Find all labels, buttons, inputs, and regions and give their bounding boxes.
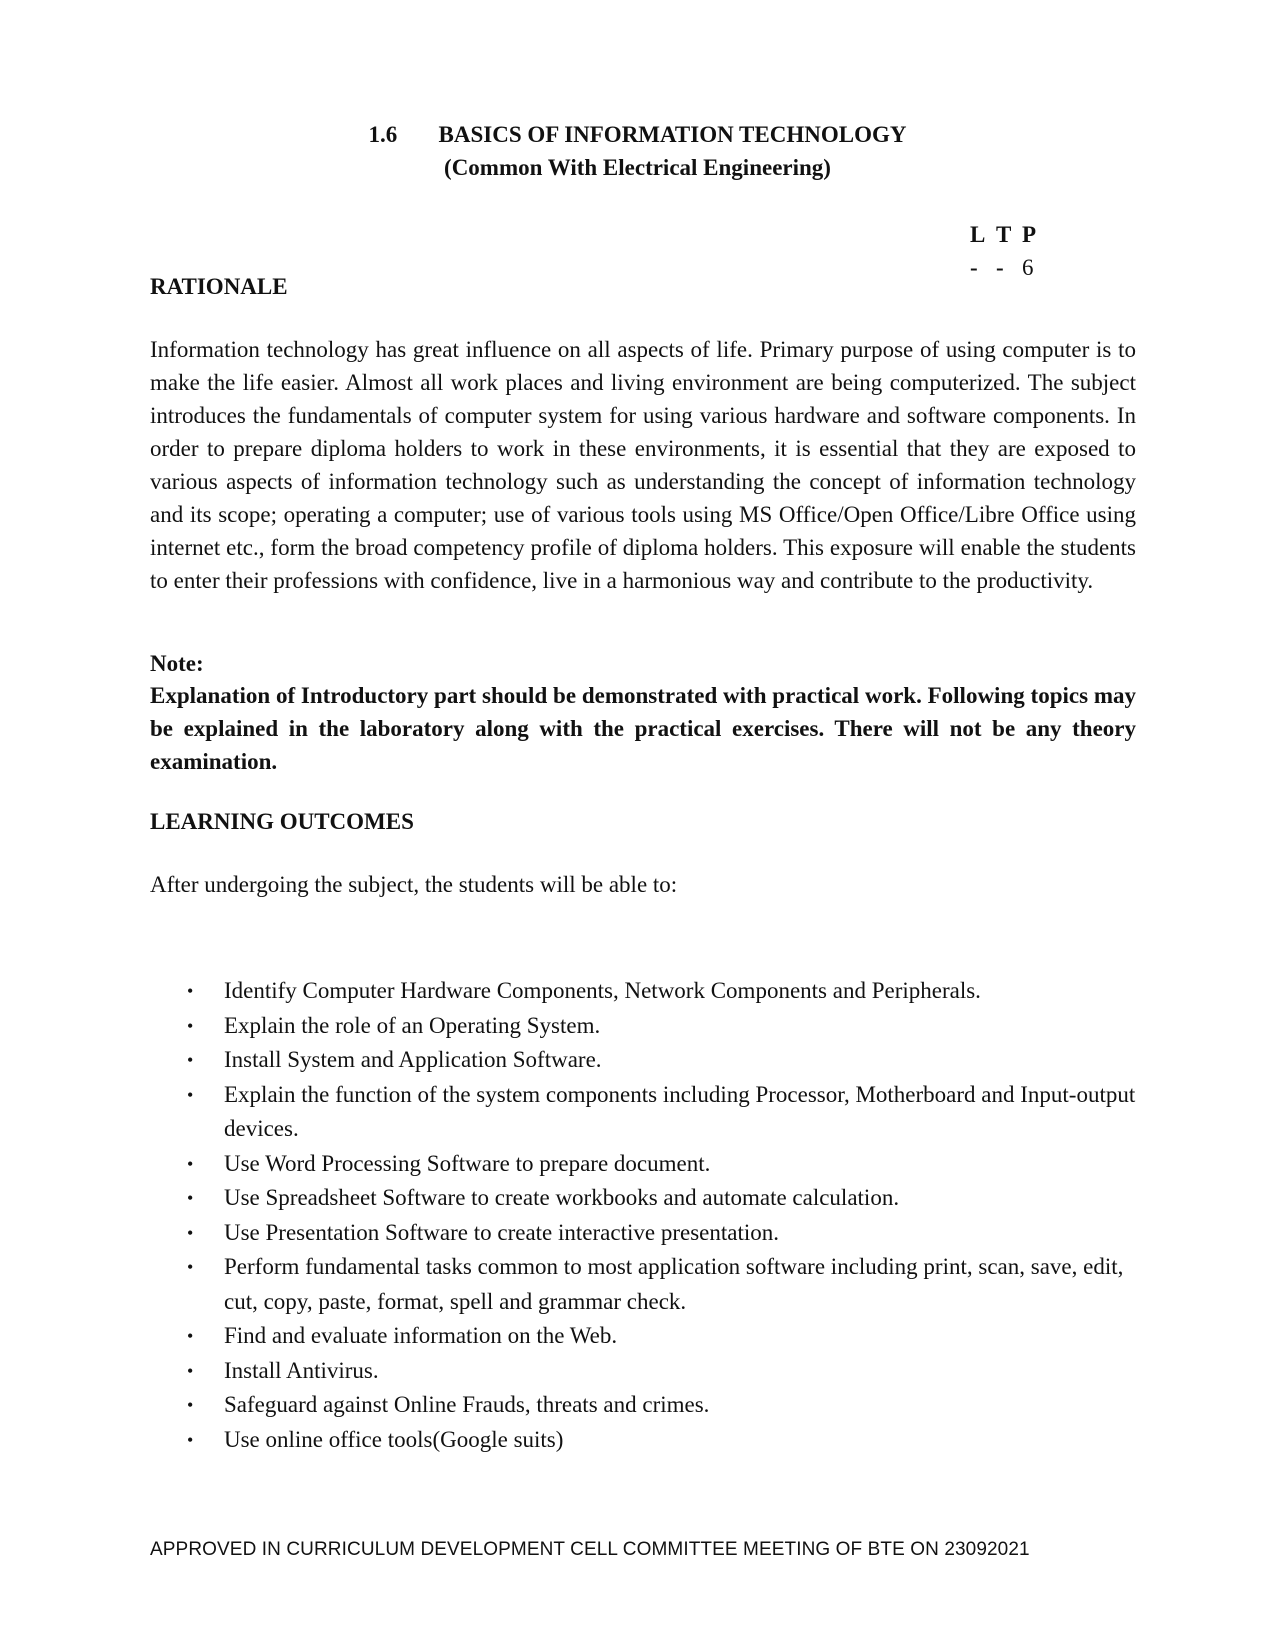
- learning-outcomes-intro: After undergoing the subject, the students will be able to:: [150, 872, 678, 897]
- bullet-icon: •: [187, 1188, 194, 1208]
- list-item: [150, 974, 1136, 1009]
- list-item-text: Identify Computer Hardware Components, Network Components and Peripherals.: [224, 978, 981, 1003]
- list-item: [150, 1354, 1136, 1389]
- list-item: [150, 1319, 1136, 1354]
- list-item-text: Explain the role of an Operating System.: [224, 1012, 601, 1038]
- learning-outcomes-list: [150, 974, 1136, 1457]
- list-item: [150, 1147, 1136, 1182]
- bullet-icon: •: [187, 981, 194, 1001]
- list-item-text: Safeguard against Online Frauds, threats and crimes.: [224, 1392, 710, 1417]
- bullet-icon: •: [187, 1153, 194, 1174]
- list-item: [150, 1009, 1136, 1044]
- ltp-header-row: [970, 218, 1050, 251]
- approval-footer: APPROVED IN CURRICULUM DEVELOPMENT CELL COMMITTEE MEETING OF BTE ON 23092021: [150, 1539, 1030, 1560]
- list-item-text: Find and evaluate information on the Web.: [224, 1323, 618, 1348]
- list-item-text: Use online office tools(Google suits): [224, 1426, 564, 1452]
- list-item: [150, 1216, 1136, 1251]
- list-item: [150, 1078, 1136, 1147]
- bullet-icon: •: [187, 1222, 194, 1243]
- rationale-heading: RATIONALE: [150, 274, 288, 299]
- ltp-value-l: -: [970, 255, 978, 280]
- list-item: [150, 1181, 1136, 1216]
- list-item-text: Perform fundamental tasks common to most application software including print, scan, save, edit, cut, copy, paste, format, spell and grammar check.: [224, 1254, 1124, 1314]
- ltp-value-row: [970, 251, 1050, 284]
- note-heading: Note:: [150, 651, 204, 676]
- bullet-icon: •: [187, 1084, 194, 1105]
- course-number: 1.6: [368, 122, 398, 147]
- course-subtitle: (Common With Electrical Engineering): [444, 155, 831, 180]
- list-item: [150, 1250, 1136, 1319]
- note-paragraph: Explanation of Introductory part should be demonstrated with practical work. Following topics may be explained in the laboratory along with the practical exercises. There will not be any theory examination.: [150, 683, 1136, 774]
- bullet-icon: •: [187, 1015, 194, 1036]
- bullet-icon: •: [187, 1050, 194, 1070]
- list-item-text: Explain the function of the system components including Processor, Motherboard and Input-output devices.: [224, 1081, 1136, 1141]
- bullet-icon: •: [187, 1395, 194, 1415]
- rationale-paragraph: Information technology has great influence on all aspects of life. Primary purpose of using computer is to make the life easier. Almost all work places and living environment are being computerized. The subject introduces the fundamentals of computer system for using various hardware and software components. In order to prepare diploma holders to work in these environments, it is essential that they are exposed to various aspects of information technology such as understanding the concept of information technology and its scope; operating a computer; use of various tools using MS Office/Open Office/Libre Office using internet etc., form the broad competency profile of diploma holders. This exposure will enable the students to enter their professions with confidence, live in a harmonious way and contribute to the productivity.: [150, 337, 1136, 593]
- document-title-block: [0, 118, 1275, 184]
- list-item-text: Install System and Application Software.: [224, 1047, 602, 1072]
- ltp-label-t: T: [996, 222, 1012, 247]
- bullet-icon: •: [187, 1429, 194, 1450]
- ltp-label-l: L: [970, 222, 986, 247]
- list-item-text: Use Word Processing Software to prepare document.: [224, 1150, 711, 1176]
- list-item: [150, 1043, 1136, 1078]
- bullet-icon: •: [187, 1257, 194, 1277]
- ltp-table: [970, 218, 1050, 284]
- list-item-text: Use Spreadsheet Software to create workbooks and automate calculation.: [224, 1185, 900, 1210]
- learning-outcomes-heading: LEARNING OUTCOMES: [150, 809, 414, 834]
- list-item-text: Use Presentation Software to create interactive presentation.: [224, 1219, 779, 1245]
- bullet-icon: •: [187, 1326, 194, 1346]
- bullet-icon: •: [187, 1360, 194, 1381]
- course-name: BASICS OF INFORMATION TECHNOLOGY: [438, 122, 907, 147]
- ltp-label-p: P: [1022, 222, 1037, 247]
- ltp-value-p: 6: [1022, 255, 1034, 280]
- list-item: [150, 1423, 1136, 1458]
- course-title: [0, 118, 1275, 151]
- ltp-value-t: -: [996, 255, 1004, 280]
- list-item-text: Install Antivirus.: [224, 1357, 379, 1383]
- list-item: [150, 1388, 1136, 1423]
